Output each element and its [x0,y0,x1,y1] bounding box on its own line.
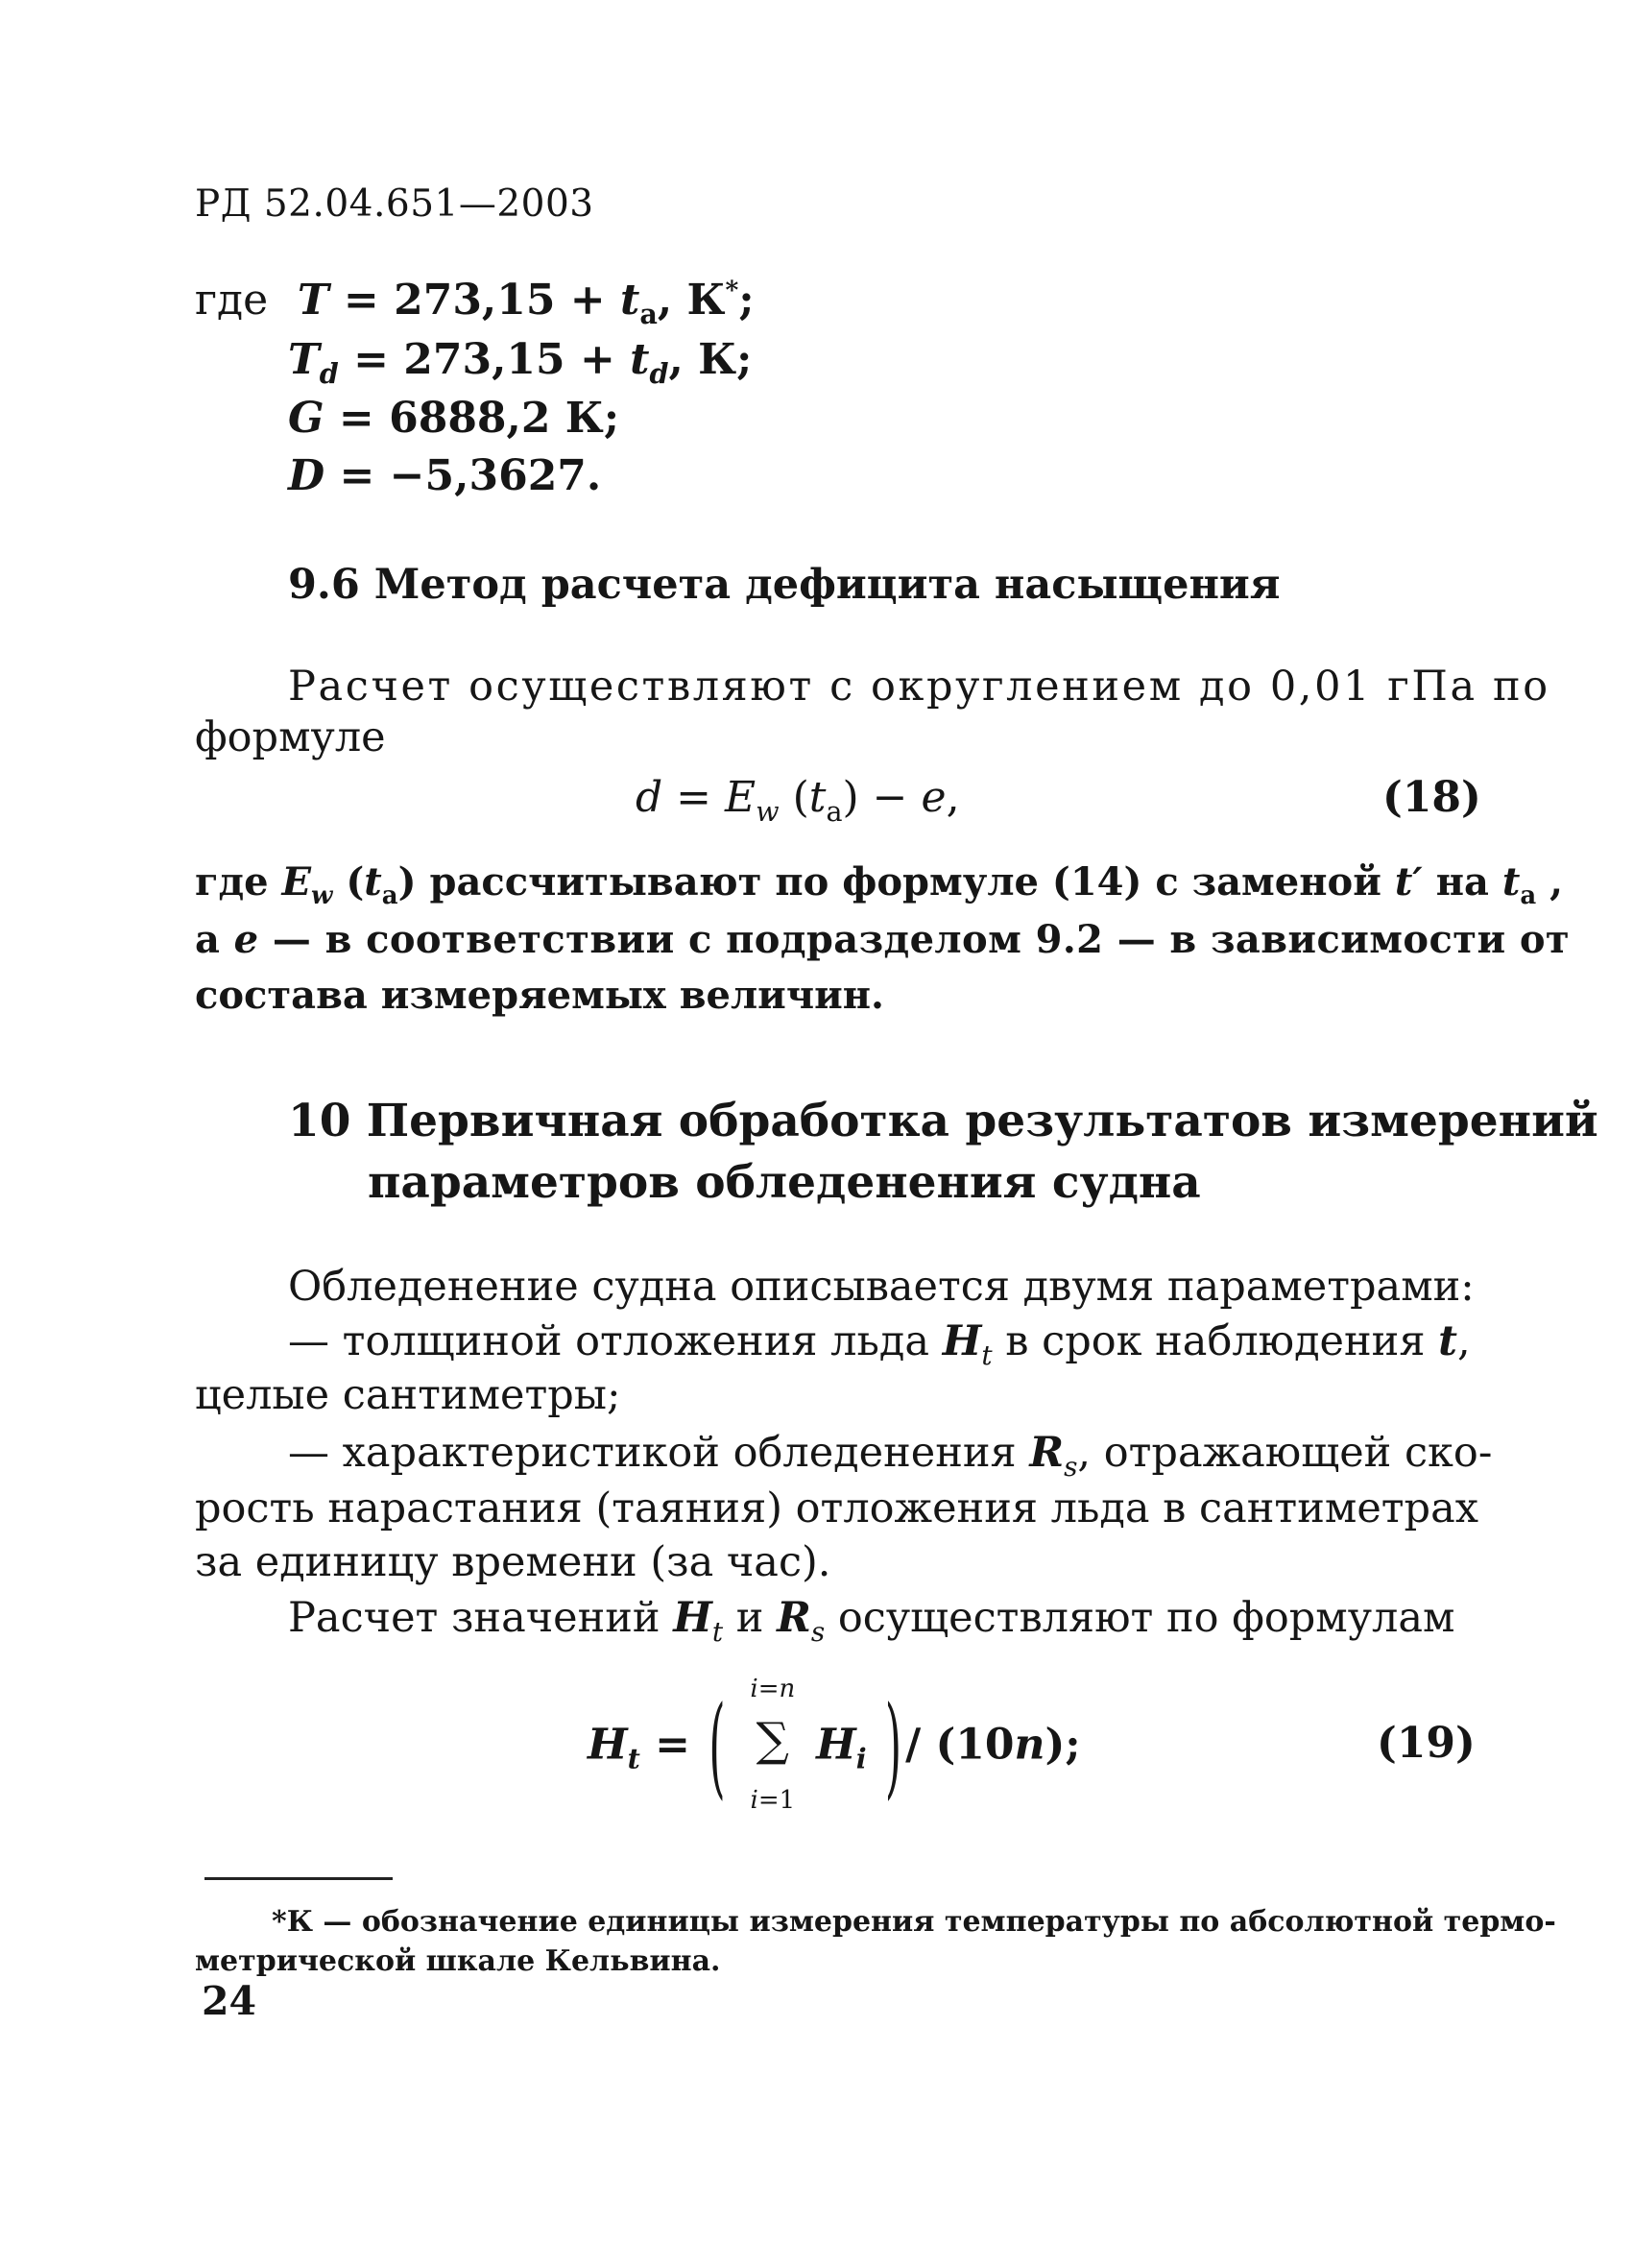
section-heading-10-line1: 10 Первичная обработка результатов измерений [288,1095,1598,1147]
definition-T: где $T = 273,15 + t_а$, К*; [195,276,755,330]
formula-number-19: (19) [1377,1719,1476,1768]
section-heading-10-line2: параметров обледенения судна [368,1156,1201,1209]
running-header: РД 52.04.651—2003 [195,182,594,226]
where-word: где [195,276,269,325]
page-number: 24 [202,1978,257,2024]
section-heading-9-6: 9.6 Метод расчета дефицита насыщения [288,561,1281,609]
footnote-line2: метрической шкале Кельвина. [195,1944,721,1978]
definition-Td: $T_d = 273,15 + t_d$, К; [288,335,753,390]
paragraph-9-6-intro-line2: формуле [195,713,386,761]
definition-D: D = −5,3627. [288,451,602,500]
paragraph-9-6-where-line3: состава измеряемых величин. [195,973,884,1018]
paragraph-10-p2-line2: целые сантиметры; [195,1371,621,1419]
formula-19: $H_t$ = ( i=n ∑ i=1 $H_i$ )/ (10n); [588,1675,1081,1815]
paragraph-10-p1: Обледенение судна описывается двумя параметрами: [288,1263,1475,1311]
footnote-line1: *К — обозначение единицы измерения температуры по абсолютной термо- [272,1905,1556,1939]
paragraph-9-6-where-line1: где $E_w$ $(t_а)$ рассчитывают по формуле (14) с заменой t′ на $t_а$ , [195,859,1564,911]
paragraph-10-p3-line1: — характеристикой обледенения $R_s$, отражающей ско- [288,1429,1493,1483]
paragraph-9-6-intro-line1: Расчет осуществляют с округлением до 0,01 гПа по [288,663,1550,711]
footnote-divider [204,1877,393,1880]
paragraph-10-p3-line3: за единицу времени (за час). [195,1538,831,1586]
paragraph-10-p2-line1: — толщиной отложения льда $H_t$ в срок наблюдения t, [288,1317,1471,1371]
formula-18: $d = E_w$ $(t_а) - e$, [636,773,960,828]
definition-G: G = 6888,2 К; [288,394,620,443]
paragraph-10-p3-line2: рость нарастания (таяния) отложения льда в сантиметрах [195,1484,1478,1532]
paragraph-9-6-where-line2: а e — в соответствии с подразделом 9.2 — в зависимости от [195,917,1571,962]
formula-number-18: (18) [1382,773,1481,822]
paragraph-10-p4: Расчет значений $H_t$ и $R_s$ осуществляют по формулам [288,1594,1455,1648]
